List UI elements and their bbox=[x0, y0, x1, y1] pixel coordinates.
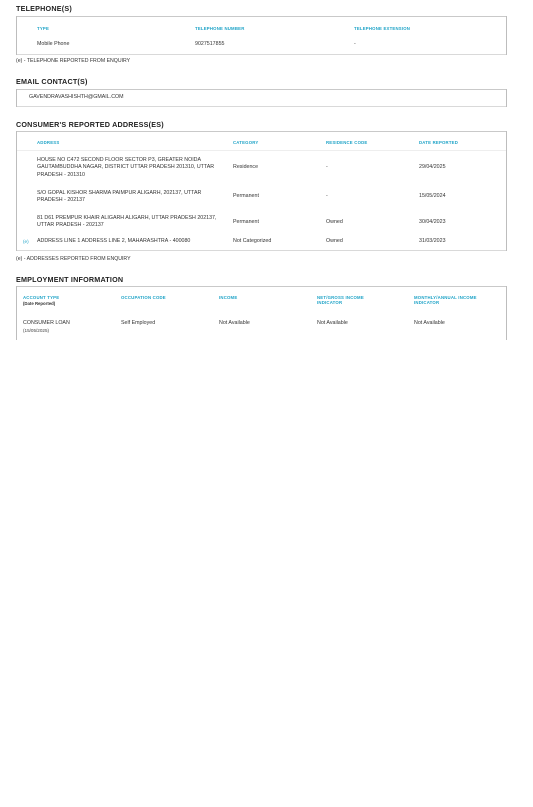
column-header-account-type: ACCOUNT TYPE bbox=[23, 295, 60, 300]
address-text: HOUSE NO C472 SECOND FLOOR SECTOR P3, GREATER NOIDA GAUTAMBUDDHA NAGAR, DISTRICT UTTAR PRADESH 201310, UTTAR PRADESH - 201310 bbox=[37, 157, 215, 178]
employment-net-gross: Not Available bbox=[317, 320, 348, 326]
table-edge-right bbox=[506, 89, 507, 107]
email-value: GAVENDRAVASHISHTH@GMAIL.COM bbox=[29, 94, 124, 100]
address-category: Permanent bbox=[233, 193, 259, 199]
table-edge-right bbox=[506, 286, 507, 340]
address-text: S/O GOPAL KISHOR SHARMA PAIMPUR ALIGARH, 202137, UTTAR PRADESH - 202137 bbox=[37, 190, 202, 204]
address-enquiry-marker: (e) bbox=[23, 239, 29, 244]
column-header-income: INCOME bbox=[219, 295, 238, 300]
address-date-reported: 31/03/2023 bbox=[419, 238, 446, 244]
employment-date-reported: (15/05/2025) bbox=[23, 328, 50, 333]
telephone-extension: - bbox=[354, 41, 356, 47]
column-header-telephone-extension: TELEPHONE EXTENSION bbox=[354, 26, 411, 31]
employment-monthly-annual: Not Available bbox=[414, 320, 445, 326]
address-residence-code: - bbox=[326, 193, 328, 199]
address-residence-code: Owned bbox=[326, 219, 343, 225]
email-title: EMAIL CONTACT(S) bbox=[16, 77, 88, 86]
address-category: Permanent bbox=[233, 219, 259, 225]
column-header-telephone-number: TELEPHONE NUMBER bbox=[195, 26, 245, 31]
addresses-note: (e) - ADDRESSES REPORTED FROM ENQUIRY bbox=[16, 256, 131, 262]
address-text: ADDRESS LINE 1 ADDRESS LINE 2, MAHARASHTRA - 400080 bbox=[37, 238, 191, 244]
column-header-date-reported: (Date Reported) bbox=[23, 301, 56, 306]
addresses-table bbox=[16, 131, 507, 251]
table-edge-right bbox=[506, 16, 507, 55]
employment-occupation: Self Employed bbox=[121, 320, 156, 326]
header-divider bbox=[17, 150, 506, 151]
address-date-reported: 30/04/2023 bbox=[419, 219, 446, 225]
employment-income: Not Available bbox=[219, 320, 250, 326]
telephones-title: TELEPHONE(S) bbox=[16, 4, 72, 13]
address-residence-code: - bbox=[326, 164, 328, 170]
column-header-category: CATEGORY bbox=[233, 140, 259, 145]
telephone-type: Mobile Phone bbox=[37, 41, 70, 47]
column-header-occupation-code: OCCUPATION CODE bbox=[121, 295, 166, 300]
telephones-note: (e) - TELEPHONE REPORTED FROM ENQUIRY bbox=[16, 58, 131, 64]
table-edge-right bbox=[506, 131, 507, 251]
column-header-type: TYPE bbox=[37, 26, 50, 31]
address-date-reported: 29/04/2025 bbox=[419, 164, 446, 170]
column-header-date-reported: DATE REPORTED bbox=[419, 140, 459, 145]
table-edge-left bbox=[16, 16, 17, 55]
address-residence-code: Owned bbox=[326, 238, 343, 244]
address-category: Residence bbox=[233, 164, 259, 170]
telephone-number: 9027517855 bbox=[195, 41, 225, 47]
email-box bbox=[16, 89, 507, 107]
telephones-table bbox=[16, 16, 507, 55]
employment-table bbox=[16, 286, 507, 339]
table-edge-left bbox=[16, 89, 17, 107]
address-date-reported: 15/05/2024 bbox=[419, 193, 446, 199]
addresses-title: CONSUMER'S REPORTED ADDRESS(ES) bbox=[16, 120, 164, 129]
employment-title: EMPLOYMENT INFORMATION bbox=[16, 275, 124, 284]
column-header-monthly-annual-income-indicator: MONTHLY/ANNUAL INCOME INDICATOR bbox=[414, 295, 477, 305]
address-text: 81 D61 PREMPUR KHAIR ALIGARH ALIGARH, UTTAR PRADESH 202137, UTTAR PRADESH - 202137 bbox=[37, 215, 217, 229]
table-edge-left bbox=[16, 131, 17, 251]
column-header-residence-code: RESIDENCE CODE bbox=[326, 140, 368, 145]
column-header-net-gross-income-indicator: NET/GROSS INCOME INDICATOR bbox=[317, 295, 364, 305]
address-category: Not Categorized bbox=[233, 238, 272, 244]
employment-account-type: CONSUMER LOAN bbox=[23, 320, 70, 326]
column-header-address: ADDRESS bbox=[37, 140, 60, 145]
table-edge-left bbox=[16, 286, 17, 340]
